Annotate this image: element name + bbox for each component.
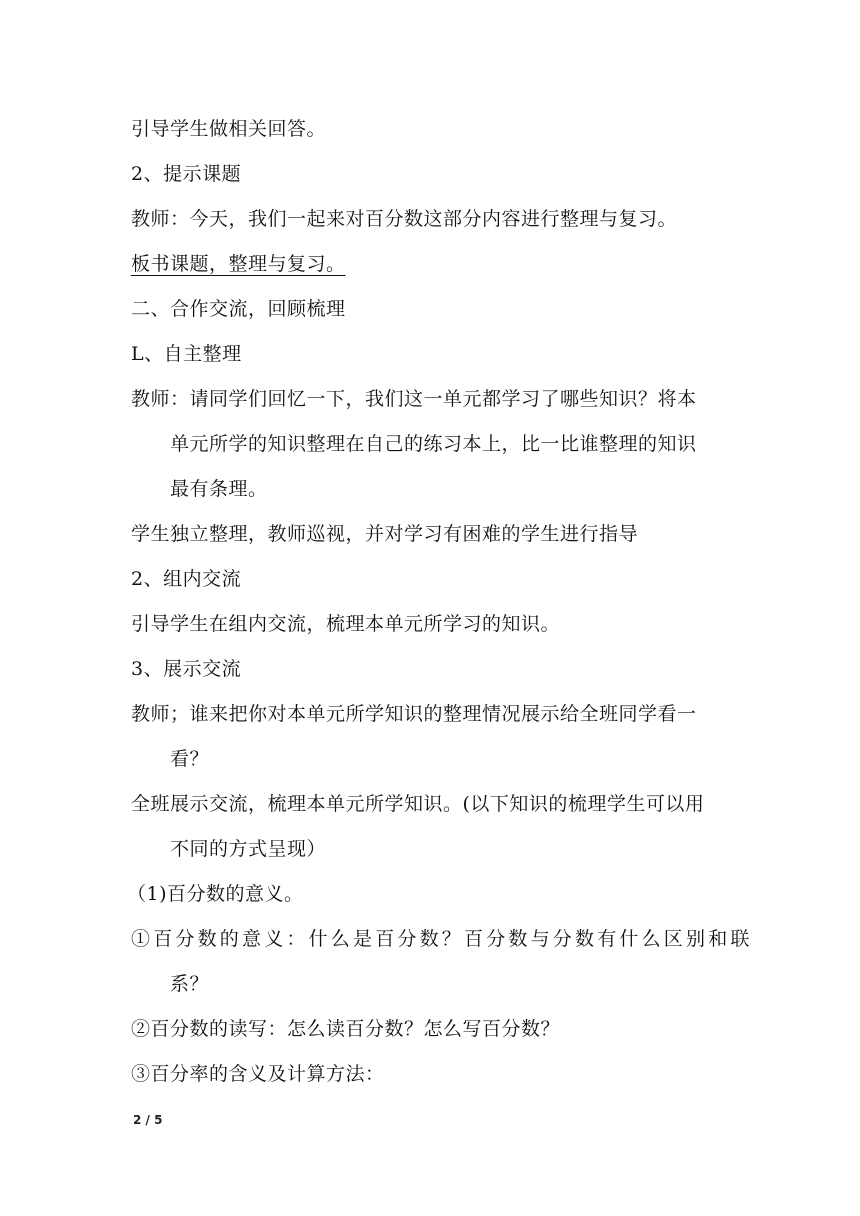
text-line-continued: 单元所学的知识整理在自己的练习本上，比一比谁整理的知识 bbox=[170, 433, 697, 455]
text-line: 引导学生做相关回答。 bbox=[131, 118, 327, 140]
section-heading: 2、提示课题 bbox=[131, 163, 242, 185]
section-heading: 二、合作交流，回顾梳理 bbox=[131, 298, 346, 320]
section-heading: 2、组内交流 bbox=[131, 568, 242, 590]
text-line: 教师：请同学们回忆一下，我们这一单元都学习了哪些知识？将本 bbox=[131, 388, 697, 410]
text-line-continued: 最有条理。 bbox=[170, 478, 268, 500]
text-line: 教师；谁来把你对本单元所学知识的整理情况展示给全班同学看一 bbox=[131, 703, 697, 725]
list-item: ②百分数的读写：怎么读百分数？怎么写百分数？ bbox=[131, 1018, 561, 1040]
text-line-continued: 不同的方式呈现） bbox=[170, 838, 327, 860]
text-line: 教师：今天，我们一起来对百分数这部分内容进行整理与复习。 bbox=[131, 208, 678, 230]
section-heading: 3、展示交流 bbox=[131, 658, 242, 680]
text-line: 引导学生在组内交流，梳理本单元所学习的知识。 bbox=[131, 613, 561, 635]
section-heading: L、自主整理 bbox=[131, 343, 242, 365]
text-line: 学生独立整理，教师巡视，并对学习有困难的学生进行指导 bbox=[131, 523, 639, 545]
text-line-continued: 看？ bbox=[170, 748, 210, 770]
text-line: 全班展示交流，梳理本单元所学知识。(以下知识的梳理学生可以用 bbox=[131, 793, 705, 815]
list-item: ③百分率的含义及计算方法： bbox=[131, 1063, 385, 1085]
page-number: 2 / 5 bbox=[133, 1113, 163, 1127]
text-line-continued: 系？ bbox=[170, 973, 210, 995]
list-heading: （1)百分数的意义。 bbox=[127, 883, 304, 905]
text-line-underlined: 板书课题，整理与复习。 bbox=[131, 253, 346, 275]
list-item: ①百分数的意义：什么是百分数？百分数与分数有什么区别和联 bbox=[131, 928, 753, 950]
